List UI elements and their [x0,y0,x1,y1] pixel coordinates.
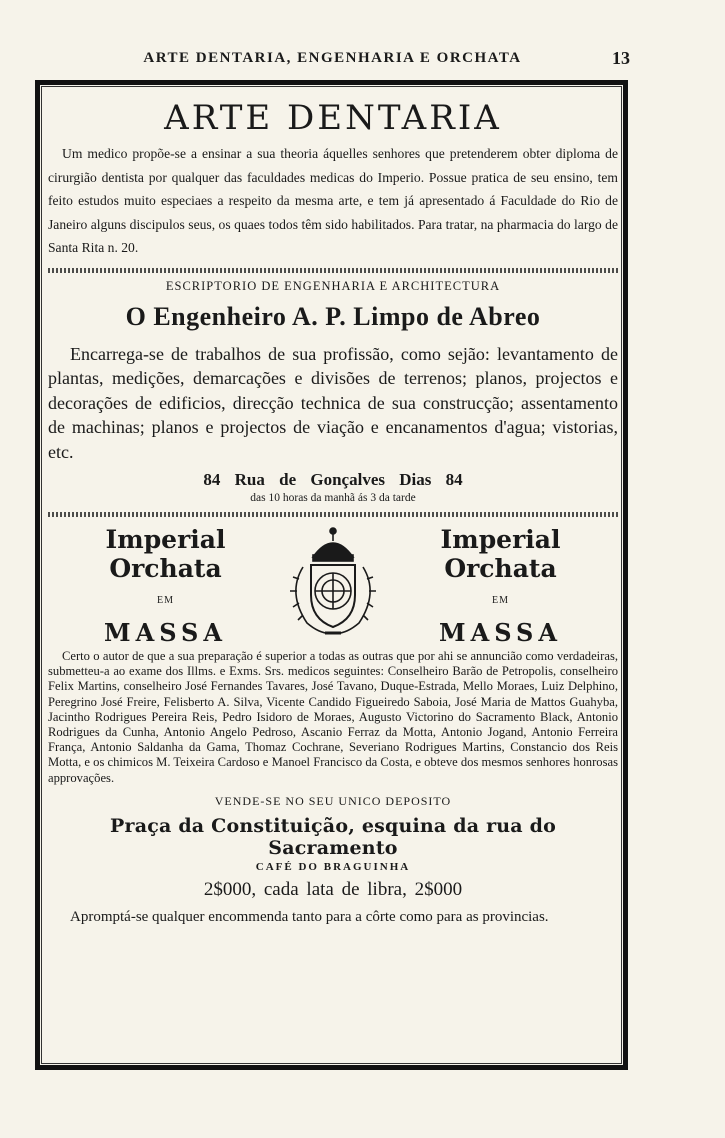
advertisement-page [48,92,618,928]
engineer-name: O Engenheiro A. P. Limpo de Abreo [125,301,541,331]
closing-text: Apromptá-se qualquer encommenda tanto para a côrte como para as provincias. [70,908,549,925]
depot-address: Praça da Constituição, esquina da rua do Sacramento [110,814,556,859]
section-divider [48,512,618,517]
orchata-massa-left: MASSA [104,618,227,647]
dental-ad-title: ARTE DENTARIA [164,98,502,138]
office-heading: ESCRIPTORIO DE ENGENHARIA E ARCHITECTURA [165,278,501,293]
orchata-header-left [48,525,283,647]
orchata-em-left: EM [157,595,174,606]
orchata-header [48,525,618,645]
engineering-address: 84 Rua de Gonçalves Dias 84 [203,470,463,489]
price-line: 2$000, cada lata de libra, 2$000 [203,878,463,900]
orchata-name-right: Imperial Orchata [440,525,561,583]
dental-ad-text: Um medico propõe-se a ensinar a sua theoria áquelles senhores que pretenderem obter diploma de cirurgião dentista por qualquer das faculdades medicas do Imperio. Possue pratica de seu ensino, tem feito estudos muito especiaes a respeito da mesma arte, e tem já apresentado á Faculdade do Rio de Janeiro alguns discipulos seus, os quaes todos têm sido habilitados. Para tratar, na pharmacia do largo de Santa Rita n. 20. [48,146,618,255]
page-number: 13 [612,48,630,68]
depot-heading: VENDE-SE NO SEU UNICO DEPOSITO [214,793,452,808]
cafe-name: CAFÉ DO BRAGUINHA [255,860,411,873]
engineering-ad-text: Encarrega-se de trabalhos de sua profissão, como sejão: levantamento de plantas, medições, demarcações e divisões de terrenos; planos, projectos e decorações de edificios, direcção technica de sua construcção; assentamento de machinas; planos e projectos de viação e encanamentos d'agua; vistorias, etc. [48,343,618,462]
orchata-header-right [383,525,618,647]
orchata-massa-right: MASSA [439,618,562,647]
office-hours: das 10 horas da manhã ás 3 da tarde [250,492,416,504]
dental-ad [48,98,618,260]
orchata-ad [48,525,618,928]
imperial-coat-of-arms-icon [273,523,393,643]
running-head: ARTE DENTARIA, ENGENHARIA E ORCHATA [143,50,522,66]
orchata-name-left: Imperial Orchata [105,525,226,583]
section-divider [48,268,618,273]
orchata-ad-text: Certo o autor de que a sua preparação é superior a todas as outras que por ahi se annuncião como verdadeiras, submetteu-a ao exame dos Illms. e Exms. Srs. medicos seguintes: Conselheiro Barão de Petropolis, conselheiro Felix Martins, conselheiro José Fernandes Tavares, José Tavano, Duque-Estrada, Mello Moraes, Luiz Delphino, Peregrino José Freire, Felisberto A. Silva, Vicente Candido Figueiredo Saboia, José Maria de Mattos Guahyba, Jacintho Rodrigues Pereira Reis, Pedro Isidoro de Moraes, Augusto Victorino do Sacramento Black, Antonio Rodrigues da Cunha, Antonio Angelo Pedroso, Ascanio Ferraz da Motta, Antonio Jogand, Antonio Ferreira França, Antonio Saldanha da Gama, Thomaz Cochrane, Severiano Rodrigues Martins, Constancio dos Reis Motta, e os chimicos M. Teixeira Cardoso e Manoel Francisco da Costa, e obteve dos mesmos senhores honrosas approvações. [48,649,618,785]
engineering-ad [48,279,618,505]
orchata-em-right: EM [492,595,509,606]
